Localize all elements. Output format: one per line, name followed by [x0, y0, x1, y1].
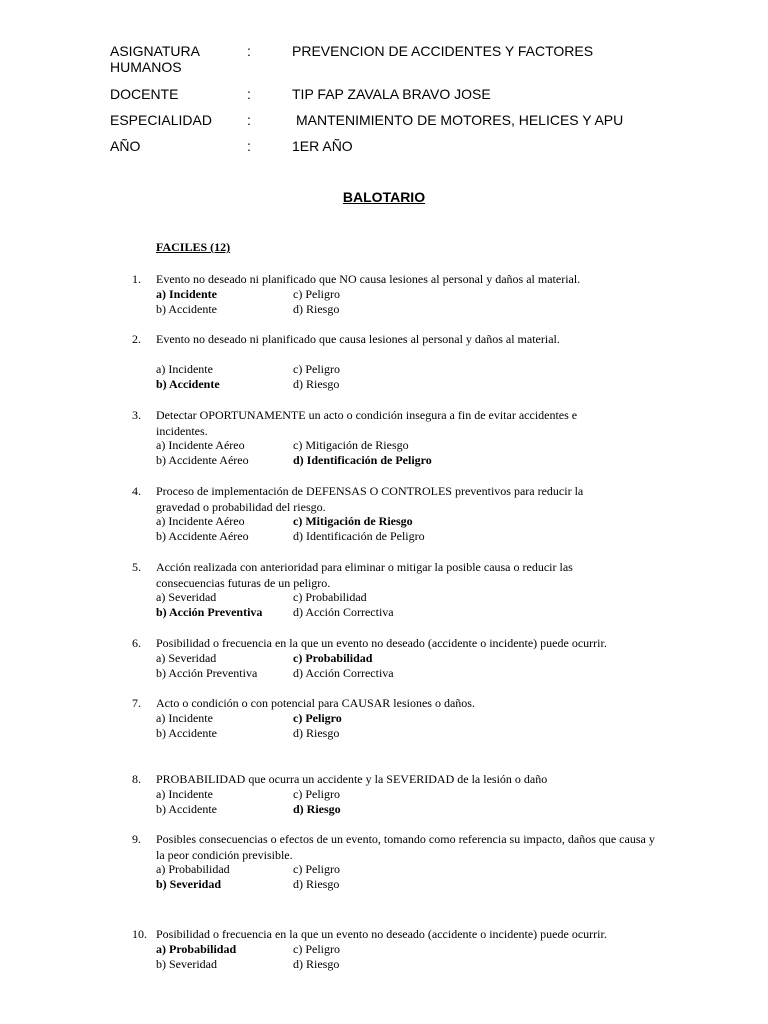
- option-d: d) Identificación de Peligro: [293, 453, 432, 467]
- section-title: FACILES (12): [156, 240, 231, 254]
- option-d: d) Riesgo: [293, 802, 341, 816]
- option-b: b) Accidente: [156, 377, 220, 391]
- question-number: 9.: [132, 832, 141, 846]
- page-title: BALOTARIO: [342, 189, 426, 205]
- question-number: 2.: [132, 332, 141, 346]
- header-colon: :: [247, 138, 251, 154]
- question-number: 8.: [132, 772, 141, 786]
- header-label-especialidad: ESPECIALIDAD: [110, 112, 212, 128]
- option-a: a) Incidente: [156, 362, 213, 376]
- option-c: c) Peligro: [293, 362, 340, 376]
- option-a: a) Probabilidad: [156, 942, 237, 956]
- header-label-docente: DOCENTE: [110, 86, 179, 102]
- header-label-anio: AÑO: [110, 138, 141, 154]
- option-a: a) Incidente: [156, 287, 217, 301]
- question-text: Evento no deseado ni planificado que causa lesiones al personal y daños al material.: [156, 332, 560, 346]
- header-value-docente: TIP FAP ZAVALA BRAVO JOSE: [292, 86, 491, 102]
- header-value-especialidad: MANTENIMIENTO DE MOTORES, HELICES Y APU: [296, 112, 624, 128]
- header-value-anio: 1ER AÑO: [292, 138, 353, 154]
- header-label-asignatura: ASIGNATURA: [110, 43, 200, 59]
- option-d: d) Riesgo: [293, 877, 340, 891]
- question-number: 5.: [132, 560, 141, 574]
- option-a: a) Incidente: [156, 787, 213, 801]
- question-number: 6.: [132, 636, 141, 650]
- option-a: a) Severidad: [156, 590, 217, 604]
- header-colon: :: [247, 43, 251, 59]
- option-b: b) Acción Preventiva: [156, 605, 263, 619]
- option-d: d) Acción Correctiva: [293, 605, 394, 619]
- question-number: 10.: [132, 927, 147, 941]
- option-d: d) Identificación de Peligro: [293, 529, 425, 543]
- option-b: b) Severidad: [156, 957, 217, 971]
- option-a: a) Severidad: [156, 651, 217, 665]
- option-c: c) Peligro: [293, 711, 342, 725]
- option-b: b) Accidente: [156, 726, 217, 740]
- option-c: c) Peligro: [293, 862, 340, 876]
- option-d: d) Acción Correctiva: [293, 666, 394, 680]
- question-number: 3.: [132, 408, 141, 422]
- question-text: Proceso de implementación de DEFENSAS O CONTROLES preventivos para reducir la gravedad o probabilidad del riesgo.: [156, 484, 584, 514]
- question-number: 4.: [132, 484, 141, 498]
- option-d: d) Riesgo: [293, 302, 340, 316]
- option-b: b) Accidente Aéreo: [156, 529, 249, 543]
- option-a: a) Incidente Aéreo: [156, 514, 245, 528]
- question-text: Posibilidad o frecuencia en la que un evento no deseado (accidente o incidente) puede ocurrir.: [156, 927, 607, 941]
- question-text: Acción realizada con anterioridad para eliminar o mitigar la posible causa o reducir las consecuencias futuras de un peligro.: [156, 560, 573, 590]
- question-number: 7.: [132, 696, 141, 710]
- question-text: Evento no deseado ni planificado que NO causa lesiones al personal y daños al material.: [156, 272, 581, 286]
- option-c: c) Peligro: [293, 287, 340, 301]
- header-colon: :: [247, 86, 251, 102]
- option-b: b) Accidente: [156, 802, 217, 816]
- option-d: d) Riesgo: [293, 726, 340, 740]
- option-a: a) Probabilidad: [156, 862, 230, 876]
- header-value-asignatura: PREVENCION DE ACCIDENTES Y FACTORES: [292, 43, 594, 59]
- option-c: c) Mitigación de Riesgo: [293, 514, 413, 528]
- question-text: Posibilidad o frecuencia en la que un evento no deseado (accidente o incidente) puede ocurrir.: [156, 636, 607, 650]
- option-c: c) Probabilidad: [293, 590, 367, 604]
- option-c: c) Peligro: [293, 942, 340, 956]
- header-colon: :: [247, 112, 251, 128]
- option-a: a) Incidente Aéreo: [156, 438, 245, 452]
- option-b: b) Accidente: [156, 302, 217, 316]
- option-b: b) Severidad: [156, 877, 222, 891]
- question-text: PROBABILIDAD que ocurra un accidente y la SEVERIDAD de la lesión o daño: [156, 772, 548, 786]
- question-text: Acto o condición o con potencial para CAUSAR lesiones o daños.: [156, 696, 475, 710]
- question-text: Detectar OPORTUNAMENTE un acto o condición insegura a fin de evitar accidentes e incidentes.: [156, 408, 578, 438]
- option-b: b) Accidente Aéreo: [156, 453, 249, 467]
- option-d: d) Riesgo: [293, 957, 340, 971]
- option-c: c) Peligro: [293, 787, 340, 801]
- option-c: c) Mitigación de Riesgo: [293, 438, 409, 452]
- header-label-continuation: HUMANOS: [110, 59, 182, 75]
- option-b: b) Acción Preventiva: [156, 666, 258, 680]
- option-d: d) Riesgo: [293, 377, 340, 391]
- question-number: 1.: [132, 272, 141, 286]
- option-a: a) Incidente: [156, 711, 213, 725]
- option-c: c) Probabilidad: [293, 651, 373, 665]
- question-text: Posibles consecuencias o efectos de un evento, tomando como referencia su impacto, daños que causa y la peor condición previsible.: [156, 832, 655, 862]
